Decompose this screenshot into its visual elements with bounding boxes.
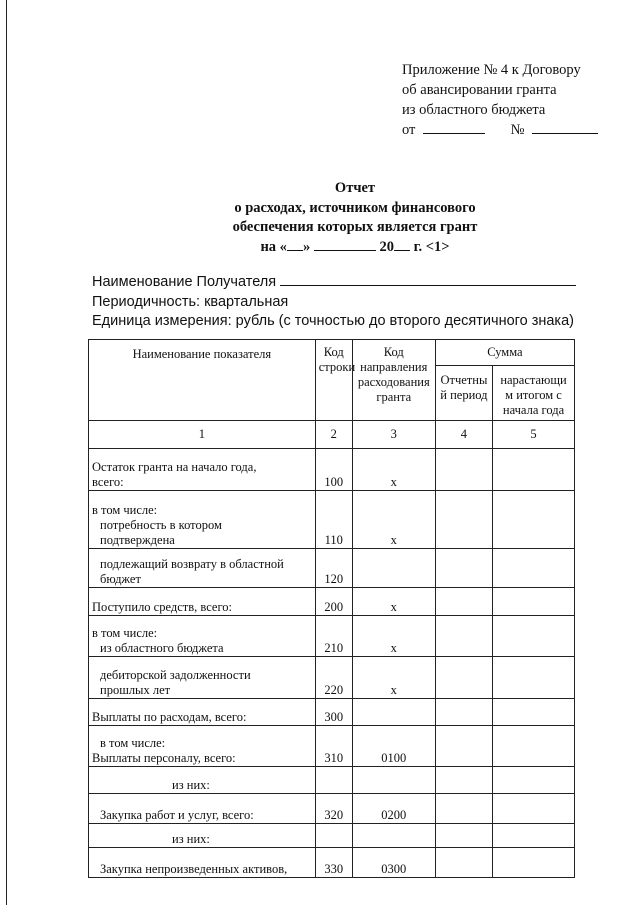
appendix-line-2: об авансировании гранта: [402, 82, 557, 98]
row-code: 120: [315, 549, 352, 588]
row-code: 330: [315, 848, 352, 878]
recipient-label: Наименование Получателя: [92, 274, 277, 290]
row-cumulative-value: [493, 794, 575, 824]
row-label: из них:: [89, 767, 316, 794]
row-cumulative-value: [493, 824, 575, 848]
row-cumulative-value: [493, 549, 575, 588]
recipient-line: [92, 271, 576, 293]
row-label: Поступило средств, всего:: [89, 588, 316, 616]
row-code: 220: [315, 657, 352, 699]
row-label: из них:: [89, 824, 316, 848]
number-blank: [532, 120, 598, 134]
header-direction-code: Код направления расходования гранта: [352, 340, 435, 421]
table-row: [89, 726, 575, 767]
table-row: [89, 848, 575, 878]
column-number-row: [89, 421, 575, 449]
header-period: Отчетны й период: [435, 366, 492, 421]
row-label: Выплаты по расходам, всего:: [89, 699, 316, 726]
row-direction-code: [352, 549, 435, 588]
row-period-value: [435, 588, 492, 616]
row-code: 300: [315, 699, 352, 726]
row-direction-code: 0300: [352, 848, 435, 878]
header-sum: Сумма: [435, 340, 574, 366]
row-period-value: [435, 657, 492, 699]
row-code: [315, 767, 352, 794]
row-direction-code: [352, 824, 435, 848]
periodicity-line: Периодичность: квартальная: [92, 293, 289, 310]
row-label: в том числе: Выплаты персоналу, всего:: [89, 726, 316, 767]
table-row: [89, 824, 575, 848]
month-blank: [314, 238, 376, 251]
row-cumulative-value: [493, 767, 575, 794]
row-cumulative-value: [493, 616, 575, 657]
table-row: [89, 767, 575, 794]
row-direction-code: 0100: [352, 726, 435, 767]
appendix-header: [402, 60, 598, 140]
table-row: [89, 657, 575, 699]
date-year: 20: [379, 238, 394, 255]
col-number: 2: [315, 421, 352, 449]
title-date-line: [150, 238, 560, 258]
date-blank: [423, 120, 485, 134]
row-period-value: [435, 794, 492, 824]
row-label: Закупка работ и услуг, всего:: [89, 794, 316, 824]
row-period-value: [435, 824, 492, 848]
row-direction-code: [352, 767, 435, 794]
row-period-value: [435, 699, 492, 726]
header-cumulative: нарастающи м итогом с начала года: [493, 366, 575, 421]
row-period-value: [435, 767, 492, 794]
row-code: 210: [315, 616, 352, 657]
row-code: 310: [315, 726, 352, 767]
row-cumulative-value: [493, 491, 575, 549]
col-number: 1: [89, 421, 316, 449]
table-row: [89, 491, 575, 549]
row-label: в том числе: потребность в котором подтверждена: [89, 491, 316, 549]
row-cumulative-value: [493, 588, 575, 616]
row-label: в том числе: из областного бюджета: [89, 616, 316, 657]
row-direction-code: 0200: [352, 794, 435, 824]
row-cumulative-value: [493, 657, 575, 699]
title-line-1: Отчет: [334, 180, 376, 196]
col-number: 4: [435, 421, 492, 449]
row-code: [315, 824, 352, 848]
col-number: 5: [493, 421, 575, 449]
table-row: [89, 616, 575, 657]
row-label: дебиторской задолженности прошлых лет: [89, 657, 316, 699]
header-code: Код строки: [315, 340, 352, 421]
row-direction-code: x: [352, 616, 435, 657]
report-meta: [92, 271, 576, 332]
date-prefix: на «: [260, 238, 287, 255]
row-direction-code: x: [352, 449, 435, 491]
table-row: [89, 549, 575, 588]
year-blank: [394, 238, 410, 251]
title-line-3: обеспечения которых является грант: [232, 219, 478, 235]
unit-line: Единица измерения: рубль (с точностью до второго десятичного знака): [92, 313, 574, 329]
row-cumulative-value: [493, 699, 575, 726]
row-period-value: [435, 616, 492, 657]
row-cumulative-value: [493, 726, 575, 767]
row-direction-code: x: [352, 491, 435, 549]
row-cumulative-value: [493, 848, 575, 878]
row-direction-code: x: [352, 657, 435, 699]
title-line-2: о расходах, источником финансового: [234, 199, 476, 216]
row-label: подлежащий возврату в областной бюджет: [89, 549, 316, 588]
row-period-value: [435, 491, 492, 549]
recipient-blank: [280, 271, 576, 286]
row-label: Остаток гранта на начало года, всего:: [89, 449, 316, 491]
table-row: [89, 449, 575, 491]
row-cumulative-value: [493, 449, 575, 491]
table-row: [89, 588, 575, 616]
day-blank: [287, 238, 303, 251]
row-code: 100: [315, 449, 352, 491]
row-period-value: [435, 449, 492, 491]
date-mid: »: [302, 238, 311, 255]
date-suffix: г. <1>: [413, 238, 450, 255]
appendix-date-number-line: [402, 120, 598, 140]
row-label: Закупка непроизведенных активов,: [89, 848, 316, 878]
page-edge-line: [6, 0, 7, 905]
report-table: [88, 339, 575, 878]
row-period-value: [435, 726, 492, 767]
number-label: №: [510, 122, 525, 138]
table-row: [89, 699, 575, 726]
col-number: 3: [352, 421, 435, 449]
row-code: 200: [315, 588, 352, 616]
appendix-line-1: Приложение № 4 к Договору: [402, 62, 581, 78]
from-label: от: [402, 122, 416, 138]
report-title: [150, 179, 560, 257]
row-code: 110: [315, 491, 352, 549]
row-period-value: [435, 549, 492, 588]
row-code: 320: [315, 794, 352, 824]
table-row: [89, 794, 575, 824]
row-period-value: [435, 848, 492, 878]
appendix-line-3: из областного бюджета: [402, 102, 546, 118]
row-direction-code: [352, 699, 435, 726]
header-name: Наименование показателя: [89, 340, 316, 421]
row-direction-code: x: [352, 588, 435, 616]
